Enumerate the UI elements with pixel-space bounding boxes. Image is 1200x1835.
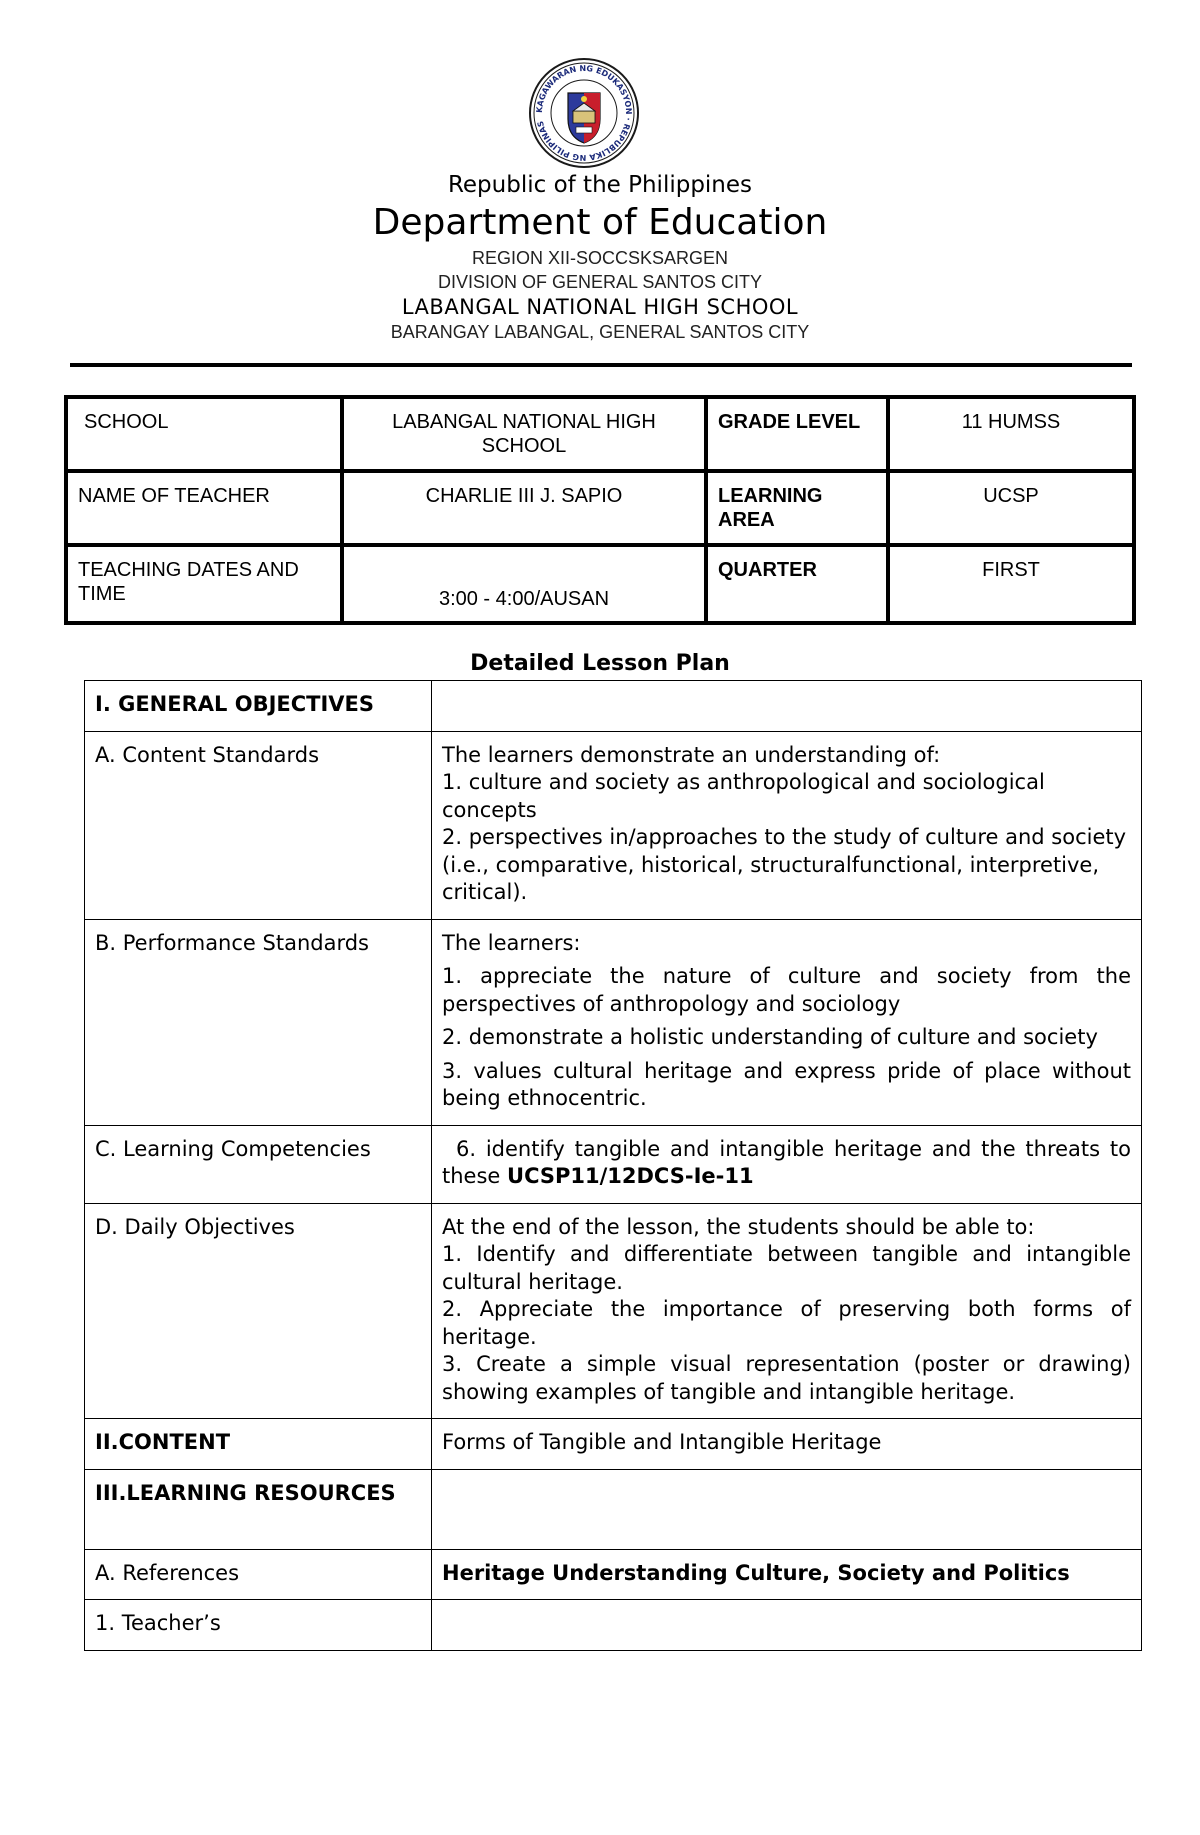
lesson-plan-title: Detailed Lesson Plan	[470, 651, 730, 676]
content-standards-item-2-end: critical).	[442, 880, 528, 904]
dates-value: 3:00 - 4:00/AUSAN	[342, 545, 706, 623]
daily-objectives-item-2: 2. Appreciate the importance of preserving both forms of heritage.	[442, 1297, 1131, 1349]
quarter-label: QUARTER	[706, 545, 888, 623]
grade-label: GRADE LEVEL	[706, 397, 888, 471]
grade-value: 11 HUMSS	[888, 397, 1134, 471]
deped-seal-logo	[528, 57, 640, 169]
school-name: LABANGAL NATIONAL HIGH SCHOOL	[401, 295, 799, 319]
references-label: A. References	[85, 1549, 432, 1600]
daily-objectives-label: D. Daily Objectives	[85, 1203, 432, 1419]
teacher-value: CHARLIE III J. SAPIO	[342, 471, 706, 545]
general-objectives-value	[432, 681, 1142, 732]
learning-resources-label: III.LEARNING RESOURCES	[85, 1469, 432, 1549]
table-row	[85, 1203, 1142, 1419]
teacher-label: NAME OF TEACHER	[66, 471, 342, 545]
content-standards-item-2: 2. perspectives in/approaches to the study of culture and society (i.e., comparative, historical, structuralfunctional, interpretive,	[442, 825, 1127, 877]
region-line: REGION XII-SOCCSKSARGEN	[471, 248, 729, 268]
division-line: DIVISION OF GENERAL SANTOS CITY	[437, 272, 763, 292]
lesson-plan-table	[84, 680, 1142, 1651]
general-objectives-label: I. GENERAL OBJECTIVES	[85, 681, 432, 732]
quarter-value: FIRST	[888, 545, 1134, 623]
references-value: Heritage Understanding Culture, Society and Politics	[432, 1549, 1142, 1600]
performance-standards-item-1: 1. appreciate the nature of culture and society from the perspectives of anthropology and sociology	[442, 964, 1131, 1016]
dates-label: TEACHING DATES AND TIME	[66, 545, 342, 623]
seal-text: KAGAWARAN NG EDUKASYON · REPUBLIKA NG PILIPINAS	[534, 63, 634, 163]
department-title: Department of Education	[372, 202, 828, 243]
content-standards-intro: The learners demonstrate an understanding of:	[442, 742, 941, 767]
performance-standards-label: B. Performance Standards	[85, 919, 432, 1125]
daily-objectives-intro: At the end of the lesson, the students should be able to:	[442, 1214, 1035, 1239]
table-row	[85, 731, 1142, 919]
table-row	[85, 919, 1142, 1125]
performance-standards-intro: The learners:	[442, 930, 581, 955]
daily-objectives-item-1: 1. Identify and differentiate between tangible and intangible cultural heritage.	[442, 1242, 1131, 1294]
republic-line: Republic of the Philippines	[447, 172, 753, 198]
table-row	[85, 1600, 1142, 1651]
table-row	[85, 1549, 1142, 1600]
table-row	[85, 681, 1142, 732]
content-standards-value	[432, 731, 1142, 919]
daily-objectives-item-3: 3. Create a simple visual representation (poster or drawing) showing examples of tangible and intangible heritage.	[442, 1352, 1131, 1404]
table-row	[85, 1469, 1142, 1549]
teachers-guide-label: 1. Teacher’s	[85, 1600, 432, 1651]
learning-competencies-text: 6. identify tangible and intangible heritage and the threats to these	[442, 1136, 1131, 1188]
area-value: UCSP	[888, 471, 1134, 545]
school-value: LABANGAL NATIONAL HIGH SCHOOL	[342, 397, 706, 471]
address-line: BARANGAY LABANGAL, GENERAL SANTOS CITY	[390, 322, 810, 342]
header-divider	[70, 363, 1132, 367]
learning-competencies-label: C. Learning Competencies	[85, 1125, 432, 1203]
competency-code: UCSP11/12DCS-Ie-11	[507, 1164, 754, 1188]
content-label: II.CONTENT	[85, 1419, 432, 1470]
learning-competencies-value	[432, 1125, 1142, 1203]
table-row	[85, 1125, 1142, 1203]
school-label: SCHOOL	[66, 397, 342, 471]
daily-objectives-value	[432, 1203, 1142, 1419]
document-header	[0, 170, 1200, 344]
area-label: LEARNING AREA	[706, 471, 888, 545]
content-standards-item-1: 1. culture and society as anthropological and sociological concepts	[442, 770, 1045, 822]
table-row	[85, 1419, 1142, 1470]
info-table	[64, 395, 1136, 625]
performance-standards-item-2: 2. demonstrate a holistic understanding of culture and society	[442, 1025, 1098, 1049]
learning-resources-value	[432, 1469, 1142, 1549]
performance-standards-value	[432, 919, 1142, 1125]
content-value: Forms of Tangible and Intangible Heritage	[432, 1419, 1142, 1470]
performance-standards-item-3: 3. values cultural heritage and express pride of place without being ethnocentric.	[442, 1058, 1131, 1110]
content-standards-label: A. Content Standards	[85, 731, 432, 919]
teachers-guide-value	[432, 1600, 1142, 1651]
